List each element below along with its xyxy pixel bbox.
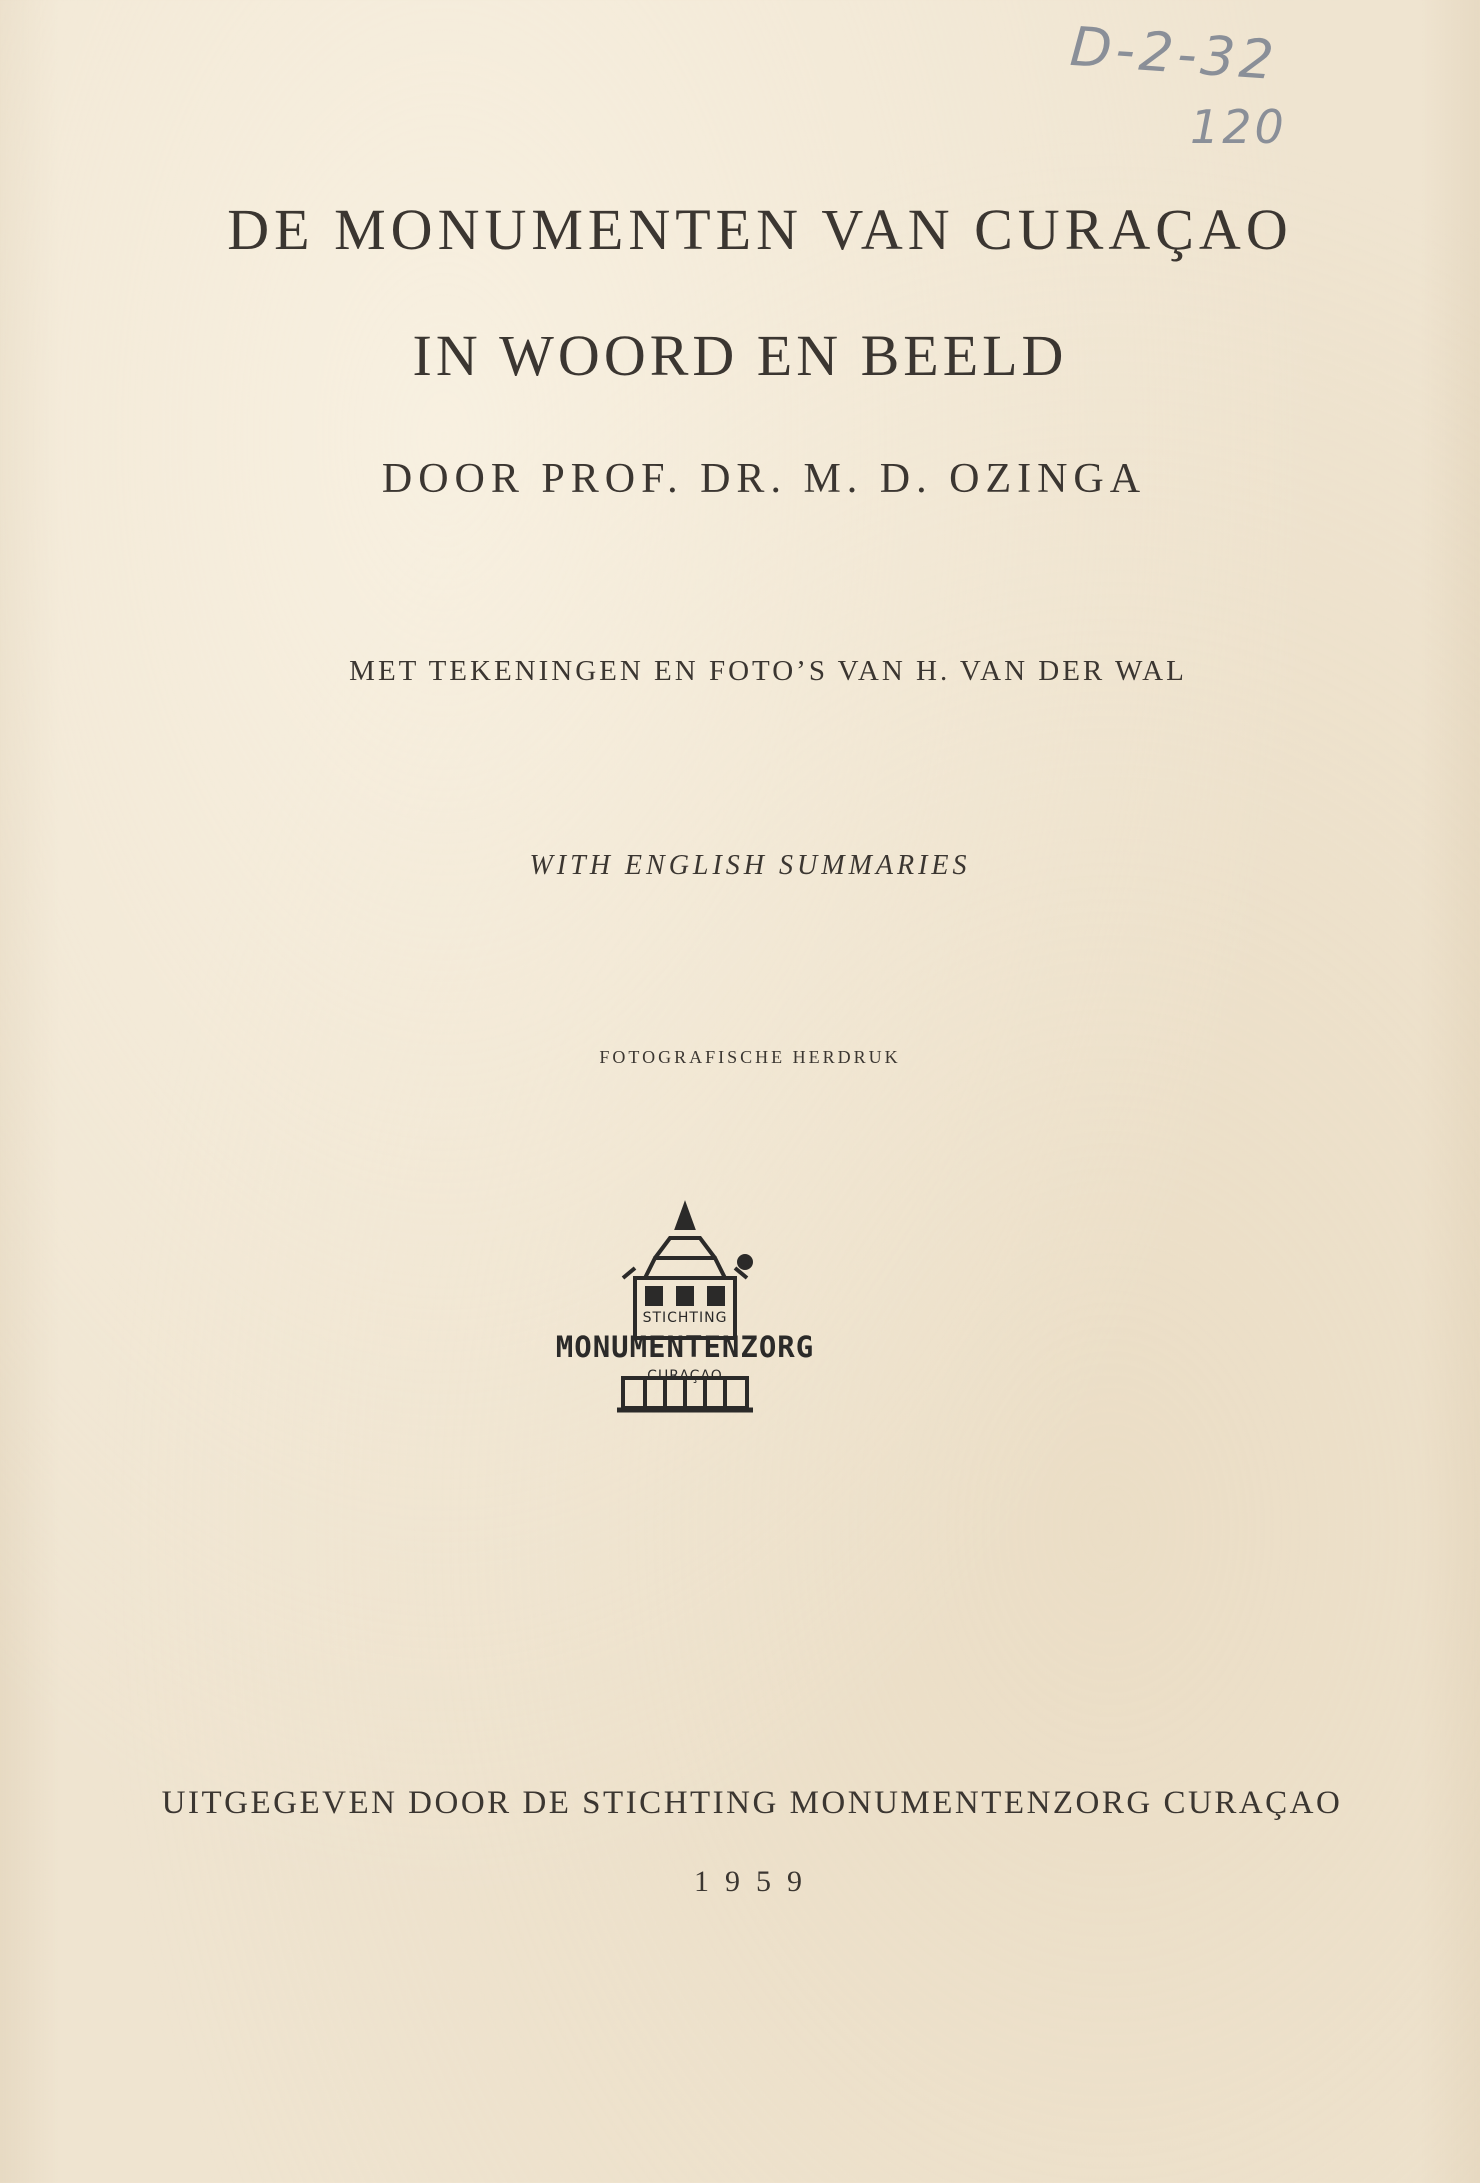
stamp-bottom-text: CURAÇAO xyxy=(647,1368,723,1384)
handwritten-catalog-code: D-2-32 xyxy=(1068,14,1280,93)
stamp-building-icon xyxy=(505,1198,865,1418)
english-summaries-line: WITH ENGLISH SUMMARIES xyxy=(529,850,971,881)
credits-line: MET TEKENINGEN EN FOTO’S VAN H. VAN DER WAL xyxy=(349,655,1187,687)
publication-year: 1959 xyxy=(694,1865,818,1898)
monumentenzorg-stamp xyxy=(505,1198,865,1418)
reprint-line: FOTOGRAFISCHE HERDRUK xyxy=(599,1047,901,1067)
stamp-main-text: MONUMENTENZORG xyxy=(555,1330,815,1364)
author-line: DOOR PROF. DR. M. D. OZINGA xyxy=(381,456,1147,502)
title-line-1: DE MONUMENTEN VAN CURAÇAO xyxy=(227,197,1293,262)
stamp-top-text: STICHTING xyxy=(642,1310,728,1326)
publisher-line: UITGEGEVEN DOOR DE STICHTING MONUMENTENZORG CURAÇAO xyxy=(161,1785,1343,1821)
title-line-2: IN WOORD EN BEELD xyxy=(412,323,1068,388)
handwritten-catalog-number: 120 xyxy=(1190,100,1287,154)
